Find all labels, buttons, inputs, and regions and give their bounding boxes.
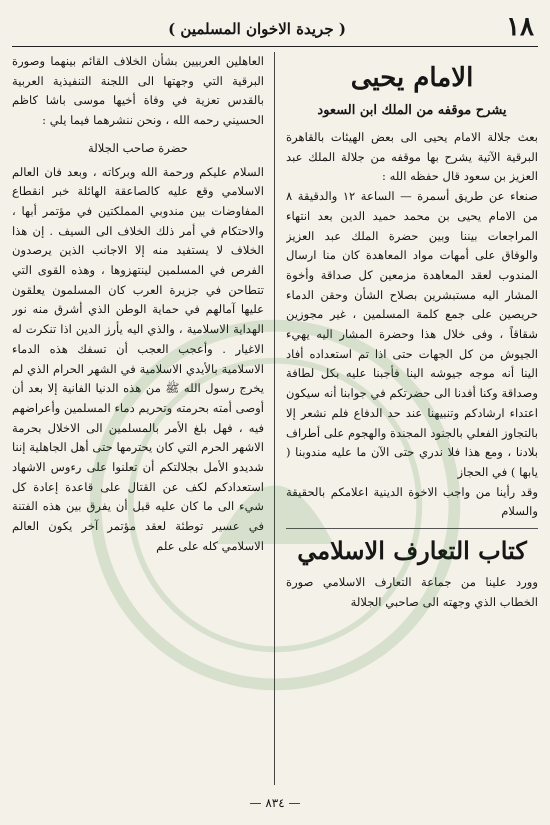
letter-intro: العاهلين العربيين بشأن الخلاف القائم بينهما وصورة البرقية التي وجهتها الى اللجنة التنفيذية العربية بالقدس تعزية في وفاة أخيها موسى باشا كاظم الحسيني رحمه الله ، ونحن ننشرهما فيما يلي :	[12, 54, 264, 128]
article-paragraph: بعث جلالة الامام يحيى الى بعض الهيئات بالقاهرة البرقية الآتية يشرح بها موقفه من جلالة الملك عبد العزيز بن سعود قال حفظه الله :	[286, 130, 538, 184]
left-column	[12, 52, 264, 787]
section-title: كتاب التعارف الاسلامي	[286, 528, 538, 569]
article-paragraph: صنعاء عن طريق أسمرة — الساعة ١٢ والدقيقة ٨ من الامام يحيى بن محمد حميد الدين بعد انتهاء المراجعات بيننا وبين حضرة الملك عبد العزيز والوفاق على أمهات مواد المعاهدة كان منا ارسال المندوب لعقد المعاهدة مزمعين كل صداقة وأخوة المشار اليه مستبشرين بصلاح الشأن وحقن الدماء حريصين على جمع كلمة المسلمين ، غير مجوزين شقاقاً ، وفى خلال هذا وحضرة المشار اليه يهيء الجيوش من كل الجهات حتى اذا تم استعداده أفاد الينا أنه موجه جيوشه الينا فأجبنا عليه بكل لطافة وصداقة وكنا أفدنا الى حضرتكم في جوابنا أنه سيكون اعتداء ارشادكم وتنبيهنا عند حد الدفاع فلم نشعر إلا بالتجاوز الفعلي بالجنود المجندة والهجوم على أطراف بلادنا ، ومع هذا فلا ندري حتى الآن ما عليه مندوبنا ( يابها ) في الحجاز	[286, 189, 538, 479]
right-column	[286, 52, 538, 787]
journal-title: ( جريدة الاخوان المسلمين )	[168, 20, 346, 38]
letter-paragraph: السلام عليكم ورحمة الله وبركاته ، وبعد فان العالم الاسلامي وقع عليه كالصاعقة الهائلة خبر انقطاع المفاوضات بين مندوبي المملكتين في مؤتمر أبها ، والاحتكام في أمر ذلك الخلاف الى السيف . إن هذا الخلاف لا يستفيد منه إلا الاجانب الذين يرصدون الفرص في المسلمين لينتهزوها ، وهذه القوى التي تتطاحن في جزيرة العرب كان المسلمون يعلقون عليها آمالهم في حماية الوطن الذي أشرق منه نور الهداية الاسلامية ، والذي اليه يأرز الدين اذا تنكرت له الاغيار . وأعجب العجب أن تسفك هذه الدماء الاسلامية بالأيدي الاسلامية في الشهر الحرام الذي لم يخرج رسول الله ﷺ من هذه الدنيا الفانية إلا بعد أن أوصى أمته بحرمته وتحريم دماء المسلمين وأعراضهم فيه ، فهل بلغ الأمر بالمسلمين الى الاخلال بحرمة الاشهر الحرم التي كان يحترمها حتى أهل الجاهلية إننا شديدو الأمل بجلالتكم أن تعلنوا على رءوس الاشهاد استعدادكم لكف عن القتال على قاعدة إعادة كل شيء الى ما كان عليه قبل أن يفرق بين هذه الفتنة في عسير توطئة لعقد مؤتمر آخر يكون العالم الاسلامي كله على علم	[12, 164, 264, 553]
article-headline: الامام يحيى	[350, 63, 474, 93]
page-footer-marker: — ٨٣٤ —	[249, 796, 301, 810]
letter-address-heading: حضرة صاحب الجلالة	[88, 140, 188, 155]
page-header	[12, 8, 538, 48]
article-subheadline: يشرح موقفه من الملك ابن السعود	[317, 103, 507, 118]
column-divider	[274, 52, 275, 785]
header-rule	[12, 46, 538, 47]
article-paragraph: وقد رأينا من واجب الاخوة الدينية اعلامكم بالحقيقة والسلام	[286, 484, 538, 519]
section-intro: وورد علينا من جماعة التعارف الاسلامي صورة الخطاب الذي وجهته الى صاحبي الجلالة	[286, 575, 538, 609]
page-number: ١٨	[506, 12, 534, 42]
